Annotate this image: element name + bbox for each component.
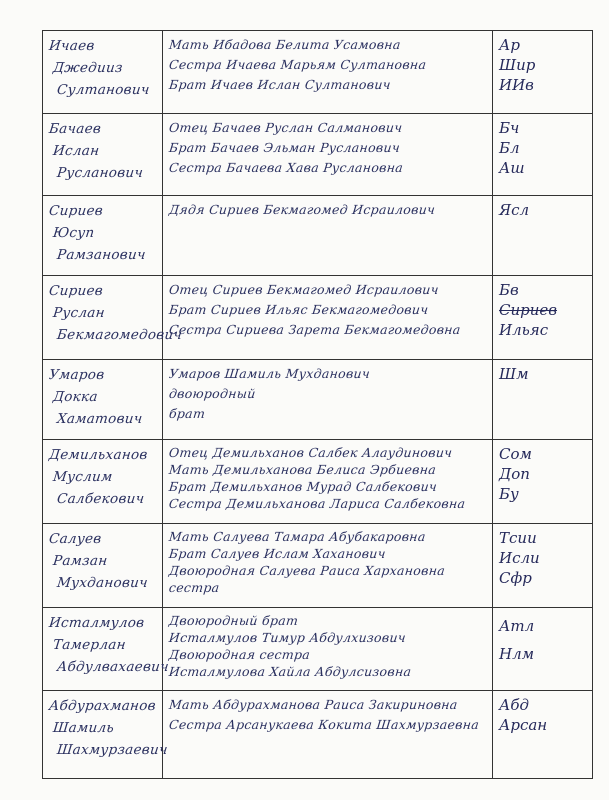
- signature-cell: [493, 276, 593, 360]
- relative-line: Брат Ичаев Ислан Султанович: [168, 77, 392, 92]
- surname: Салуев: [48, 531, 103, 547]
- relatives-cell: [163, 608, 493, 691]
- table-row: [43, 360, 593, 440]
- table-row: [43, 114, 593, 196]
- signature-cell: [493, 691, 593, 779]
- signature: Арсан: [499, 716, 548, 734]
- relative-line: Отец Сириев Бекмагомед Исраилович: [168, 282, 440, 297]
- relative-line: Брат Сириев Ильяс Бекмагомедович: [168, 302, 430, 317]
- patronymic: Рамзанович: [56, 247, 147, 263]
- relative-line: сестра: [168, 580, 221, 595]
- relatives-cell: [163, 276, 493, 360]
- relative-line: Брат Бачаев Эльман Русланович: [168, 140, 401, 155]
- signature: Сом: [499, 445, 532, 463]
- relative-line: Мать Ибадова Белита Усамовна: [168, 37, 402, 52]
- relative-line: Мать Демильханова Белиса Эрбиевна: [168, 462, 437, 477]
- signature: Шм: [499, 365, 529, 383]
- relative-line: Мать Абдурахманова Раиса Закириновна: [168, 697, 459, 712]
- surname: Умаров: [48, 367, 106, 383]
- relative-line: Сестра Арсанукаева Кокита Шахмурзаевна: [168, 717, 480, 732]
- signature: Доп: [499, 465, 530, 483]
- relative-line: двоюродный: [168, 386, 257, 401]
- signature-cell: [493, 524, 593, 608]
- signature: Аш: [499, 159, 525, 177]
- table-row: [43, 276, 593, 360]
- name-cell: [43, 276, 184, 360]
- surname: Демильханов: [48, 447, 149, 463]
- relative-line: Сестра Демильханова Лариса Салбековна: [168, 496, 467, 511]
- signature: Абд: [499, 696, 530, 714]
- relative-line: Отец Бачаев Руслан Салманович: [168, 120, 404, 135]
- first-name: Шамиль: [52, 720, 115, 736]
- signature: Бв: [499, 281, 519, 299]
- signature: Тсии: [499, 529, 537, 547]
- patronymic: Шахмурзаевич: [56, 742, 169, 758]
- relative-line: Исталмулова Хайла Абдулсизовна: [168, 664, 413, 679]
- patronymic: Русланович: [56, 165, 144, 181]
- patronymic: Мухданович: [56, 575, 149, 591]
- signature-cell: [493, 360, 593, 440]
- signature: Сириев: [499, 301, 558, 319]
- relative-line: Сестра Бачаева Хава Руслановна: [168, 160, 404, 175]
- signature: Исли: [499, 549, 540, 567]
- name-cell: [43, 114, 163, 196]
- table-row: [43, 691, 593, 779]
- relatives-cell: [163, 31, 493, 114]
- first-name: Джедииз: [52, 60, 124, 76]
- patronymic: Хаматович: [56, 411, 144, 427]
- table-row: [43, 608, 593, 691]
- patronymic: Султанович: [56, 82, 151, 98]
- relative-line: Двоюродная Салуева Раиса Хархановна: [168, 563, 446, 578]
- signature: Ар: [499, 36, 520, 54]
- first-name: Руслан: [52, 305, 106, 321]
- signature-cell: [493, 440, 593, 524]
- relatives-cell: [163, 196, 493, 276]
- name-cell: [43, 608, 170, 691]
- first-name: Тамерлан: [52, 637, 127, 653]
- table-row: [43, 31, 593, 114]
- relative-line: Отец Демильханов Салбек Алаудинович: [168, 445, 454, 460]
- relative-line: Сестра Сириева Зарета Бекмагомедовна: [168, 322, 462, 337]
- relative-line: Исталмулов Тимур Абдулхизович: [168, 630, 407, 645]
- signature: Шир: [499, 56, 536, 74]
- table-row: [43, 524, 593, 608]
- relative-line: Умаров Шамиль Мухданович: [168, 366, 371, 381]
- first-name: Докка: [52, 389, 99, 405]
- relative-line: Брат Салуев Ислам Хаханович: [168, 546, 387, 561]
- relative-line: брат: [168, 406, 206, 421]
- first-name: Юсуп: [52, 225, 96, 241]
- signature-cell: [493, 608, 593, 691]
- surname: Абдурахманов: [48, 698, 157, 714]
- signature: Бу: [499, 485, 519, 503]
- relatives-cell: [163, 114, 493, 196]
- name-cell: [43, 691, 169, 779]
- patronymic: Бекмагомедович: [56, 327, 184, 343]
- relative-line: Сестра Ичаева Марьям Султановна: [168, 57, 428, 72]
- name-cell: [43, 524, 163, 608]
- relative-line: Двоюродная сестра: [168, 647, 311, 662]
- first-name: Ислан: [52, 143, 101, 159]
- signature: Сфр: [499, 569, 532, 587]
- relatives-cell: [163, 360, 493, 440]
- name-cell: [43, 360, 163, 440]
- signature-cell: [493, 114, 593, 196]
- signature: ИИв: [499, 76, 534, 94]
- patronymic: Салбекович: [56, 491, 146, 507]
- surname: Бачаев: [48, 121, 102, 137]
- surname: Ичаев: [48, 38, 96, 54]
- table-row: [43, 440, 593, 524]
- relative-line: Двоюродный брат: [168, 613, 300, 628]
- relatives-cell: [163, 440, 493, 524]
- signature: Атл: [499, 617, 535, 635]
- relatives-cell: [163, 524, 493, 608]
- relative-line: Брат Демильханов Мурад Салбекович: [168, 479, 438, 494]
- relatives-cell: [163, 691, 493, 779]
- name-cell: [43, 31, 163, 114]
- signature: Нлм: [499, 645, 535, 663]
- relatives-table: [42, 30, 593, 779]
- surname: Сириев: [48, 283, 104, 299]
- surname: Исталмулов: [48, 615, 146, 631]
- signature: Бл: [499, 139, 520, 157]
- name-cell: [43, 440, 163, 524]
- signature: Ильяс: [499, 321, 549, 339]
- first-name: Рамзан: [52, 553, 109, 569]
- surname: Сириев: [48, 203, 104, 219]
- patronymic: Абдулвахаевич: [56, 659, 170, 675]
- signature: Ясл: [499, 201, 530, 219]
- signature-cell: [493, 31, 593, 114]
- name-cell: [43, 196, 163, 276]
- relative-line: Мать Салуева Тамара Абубакаровна: [168, 529, 427, 544]
- first-name: Муслим: [52, 469, 114, 485]
- signature-cell: [493, 196, 593, 276]
- relative-line: Дядя Сириев Бекмагомед Исраилович: [168, 202, 437, 217]
- table-row: [43, 196, 593, 276]
- signature: Бч: [499, 119, 520, 137]
